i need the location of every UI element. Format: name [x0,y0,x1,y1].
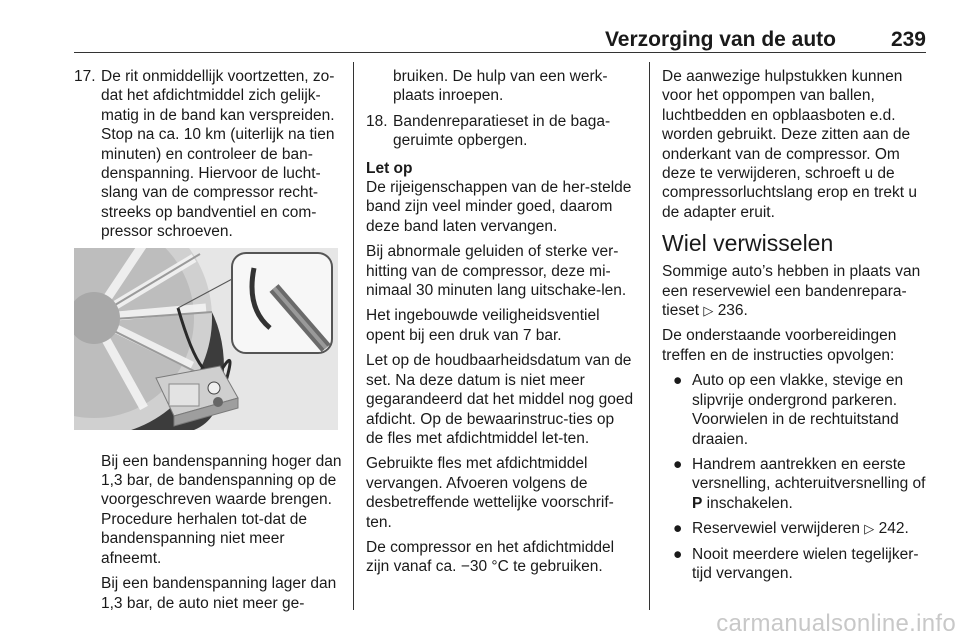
intro-text: Sommige auto’s hebben in plaats van een reservewiel een bandenrepara-tieset [662,263,921,320]
preparation-list [662,371,930,583]
page-reference-link[interactable]: 242. [878,520,909,538]
page-header [74,28,926,54]
note-paragraph: Let op de houdbaarheidsdatum van de set. Na deze datum is niet meer gegarandeerd dat het middel nog goed afdicht. Op de bewaarinstruc-ties op de fles met afdichtmiddel let-ten. [366,352,634,447]
list-item [662,455,930,513]
accessories-paragraph: De aanwezige hulpstukken kunnen voor het oppompen van ballen, luchtbedden en opblaasboten e.d. worden gebruikt. Deze zitten aan de onderkant van de compressor. Om deze te verwijderen, schroeft u de compressorluchtslang erop en trekt u de adapter eruit. [662,68,918,221]
step-18 [366,112,634,151]
step-text: De rit onmiddellijk voortzetten, zo-dat het afdichtmiddel zich gelijk-matig in de band kan verspreiden. Stop na ca. 10 km (uiterlijk na tien minuten) en controleer de ban-denspanning. Hiervoor de lucht-slang van de compressor recht-streeks op bandventiel en com-pressor schroeven. [101,68,335,241]
bullet-icon: ● [673,455,683,473]
header-rule [74,52,926,53]
note-paragraph: De rijeigenschappen van de her-stelde band zijn veel minder goed, daarom deze band laten vervangen. [366,179,632,235]
column-3 [662,67,930,589]
page-number: 239 [890,28,926,51]
list-item [662,545,930,584]
column-divider-2 [649,62,650,610]
bullet-icon: ● [673,520,683,538]
step-17-continued: bruiken. De hulp van een werk-plaats inroepen. [393,68,608,105]
intro-paragraph [662,262,930,320]
step-17 [74,67,342,242]
page-reference-icon: ▷ [864,521,875,537]
pressure-notes [74,452,342,613]
pressure-high-text: Bij een bandenspanning hoger dan 1,3 bar, de bandenspanning op de voorgeschreven waarde brengen. Procedure herhalen tot-dat de bandenspanning niet meer afneemt. [101,452,342,567]
column-2 [366,67,634,583]
watermark: carmanualsonline.info [716,610,956,637]
preparation-paragraph: De onderstaande voorbereidingen treffen en de instructies opvolgen: [662,327,897,364]
note-paragraph: Bij abnormale geluiden of sterke ver-hitting van de compressor, deze mi-nimaal 30 minuten lang uitschake-len. [366,243,627,300]
section-heading: Wiel verwisselen [662,230,834,257]
list-item-text: inschakelen. [706,494,793,512]
list-item-text: Nooit meerdere wielen tegelijker-tijd vervangen. [692,545,919,582]
column-1 [74,67,342,619]
pressure-low-text: Bij een bandenspanning lager dan 1,3 bar, de auto niet meer ge- [101,575,337,612]
compressor-illustration [74,248,338,430]
note-paragraph: De compressor en het afdichtmiddel zijn vanaf ca. −30 °C te gebruiken. [366,538,615,576]
bullet-icon: ● [673,372,683,390]
note-paragraph: Gebruikte fles met afdichtmiddel vervangen. Afvoeren volgens de desbetreffende wettelijke voorschrif-ten. [366,455,614,531]
page-reference-link[interactable]: 236. [717,302,748,320]
step-number: 18. [366,112,388,130]
list-item-text: Handrem aantrekken en eerste versnelling, achteruitversnelling of [692,455,926,493]
list-item [662,371,930,449]
page-reference-icon: ▷ [703,303,714,319]
step-number: 17. [74,68,96,85]
column-divider-1 [353,62,354,610]
step-text: Bandenreparatieset in de baga-geruimte opbergen. [393,112,611,150]
list-item-text: Reservewiel verwijderen [692,520,860,538]
list-item-text: Auto op een vlakke, stevige en slipvrije ondergrond parkeren. Voorwielen in de rechtuitstand draaien. [692,372,904,448]
gear-position-label: P [692,494,703,512]
list-item [662,519,930,538]
bullet-icon: ● [673,545,683,563]
section-title: Verzorging van de auto [604,28,836,51]
note-paragraph: Het ingebouwde veiligheidsventiel opent bij een druk van 7 bar. [366,307,600,344]
note-title: Let op [366,159,413,177]
